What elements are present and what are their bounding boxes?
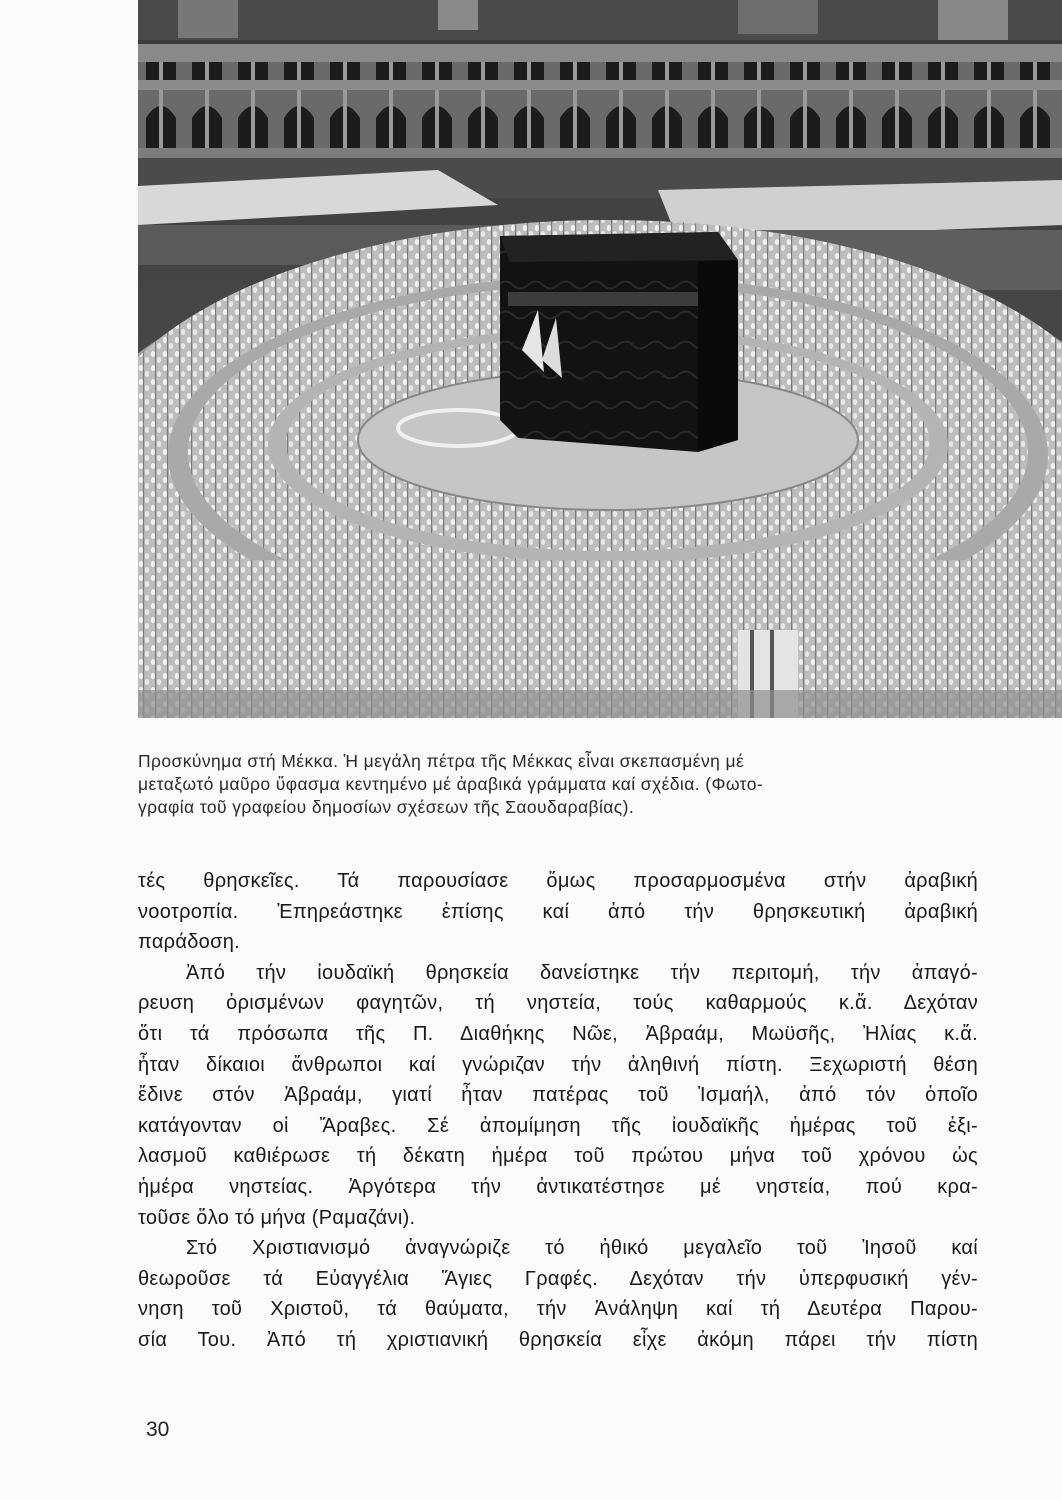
text-line: ἡμέρα νηστείας. Ἀργότερα τήν ἀντικατέστησε μέ νηστεία, πού κρα- xyxy=(138,1175,978,1198)
photo-caption xyxy=(138,750,978,819)
kaaba-photograph xyxy=(138,0,1062,718)
text-line: τές θρησκεῖες. Τά παρουσίασε ὅμως προσαρμοσμένα στήν ἀραβική xyxy=(138,870,978,892)
text-line: νοοτροπία. Ἐπηρεάστηκε ἐπίσης καί ἀπό τήν θρησκευτική ἀραβική xyxy=(138,900,978,923)
caption-line: Προσκύνημα στή Μέκκα. Ἡ μεγάλη πέτρα τῆς Μέκκας εἶναι σκεπασμένη μέ xyxy=(138,751,745,771)
text-line: τοῦσε ὅλο τό μήνα (Ραμαζάνι). xyxy=(138,1206,416,1229)
text-line: Στό Χριστιανισμό ἀναγνώριζε τό ἠθικό μεγαλεῖο τοῦ Ἰησοῦ καί xyxy=(186,1237,978,1260)
text-line: θεωροῦσε τά Εὐαγγέλια Ἅγιες Γραφές. Δεχόταν τήν ὑπερφυσική γέν- xyxy=(138,1267,978,1290)
body-text xyxy=(138,866,978,1356)
text-line: λασμοῦ καθιέρωσε τή δέκατη ἡμέρα τοῦ πρώτου μήνα τοῦ χρόνου ὡς xyxy=(138,1145,978,1168)
text-line: σία Του. Ἀπό τή χριστιανική θρησκεία εἶχε ἀκόμη πάρει τήν πίστη xyxy=(138,1328,978,1351)
text-line: Ἀπό τήν ἰουδαϊκή θρησκεία δανείστηκε τήν περιτομή, τήν ἀπαγό- xyxy=(186,961,978,984)
text-line: ἔδινε στόν Ἀβραάμ, γιατί ἦταν πατέρας τοῦ Ἰσμαήλ, ἀπό τόν ὁποῖο xyxy=(138,1084,978,1107)
caption-line: γραφία τοῦ γραφείου δημοσίων σχέσεων τῆς Σαουδαραβίας). xyxy=(138,797,635,817)
text-line: παράδοση. xyxy=(138,931,240,954)
text-line: κατάγονταν οἱ Ἄραβες. Σέ ἀπομίμηση τῆς ἰουδαϊκῆς ἡμέρας τοῦ ἐξι- xyxy=(138,1114,978,1137)
text-line: ἦταν δίκαιοι ἄνθρωποι καί γνώριζαν τήν ἀληθινή πίστη. Ξεχωριστή θέση xyxy=(138,1053,978,1076)
photo-illustration xyxy=(138,0,1062,718)
caption-line: μεταξωτό μαῦρο ὕφασμα κεντημένο μέ ἀραβικά γράμματα καί σχέδια. (Φωτο- xyxy=(138,774,764,794)
text-line: ρευση ὁρισμένων φαγητῶν, τή νηστεία, τούς καθαρμούς κ.ἄ. Δεχόταν xyxy=(138,992,978,1015)
text-line: νηση τοῦ Χριστοῦ, τά θαύματα, τήν Ἀνάληψη καί τή Δευτέρα Παρου- xyxy=(138,1298,978,1321)
page-number: 30 xyxy=(146,1418,170,1441)
text-line: ὅτι τά πρόσωπα τῆς Π. Διαθήκης Νῶε, Ἀβραάμ, Μωϋσῆς, Ἠλίας κ.ἄ. xyxy=(138,1022,978,1045)
